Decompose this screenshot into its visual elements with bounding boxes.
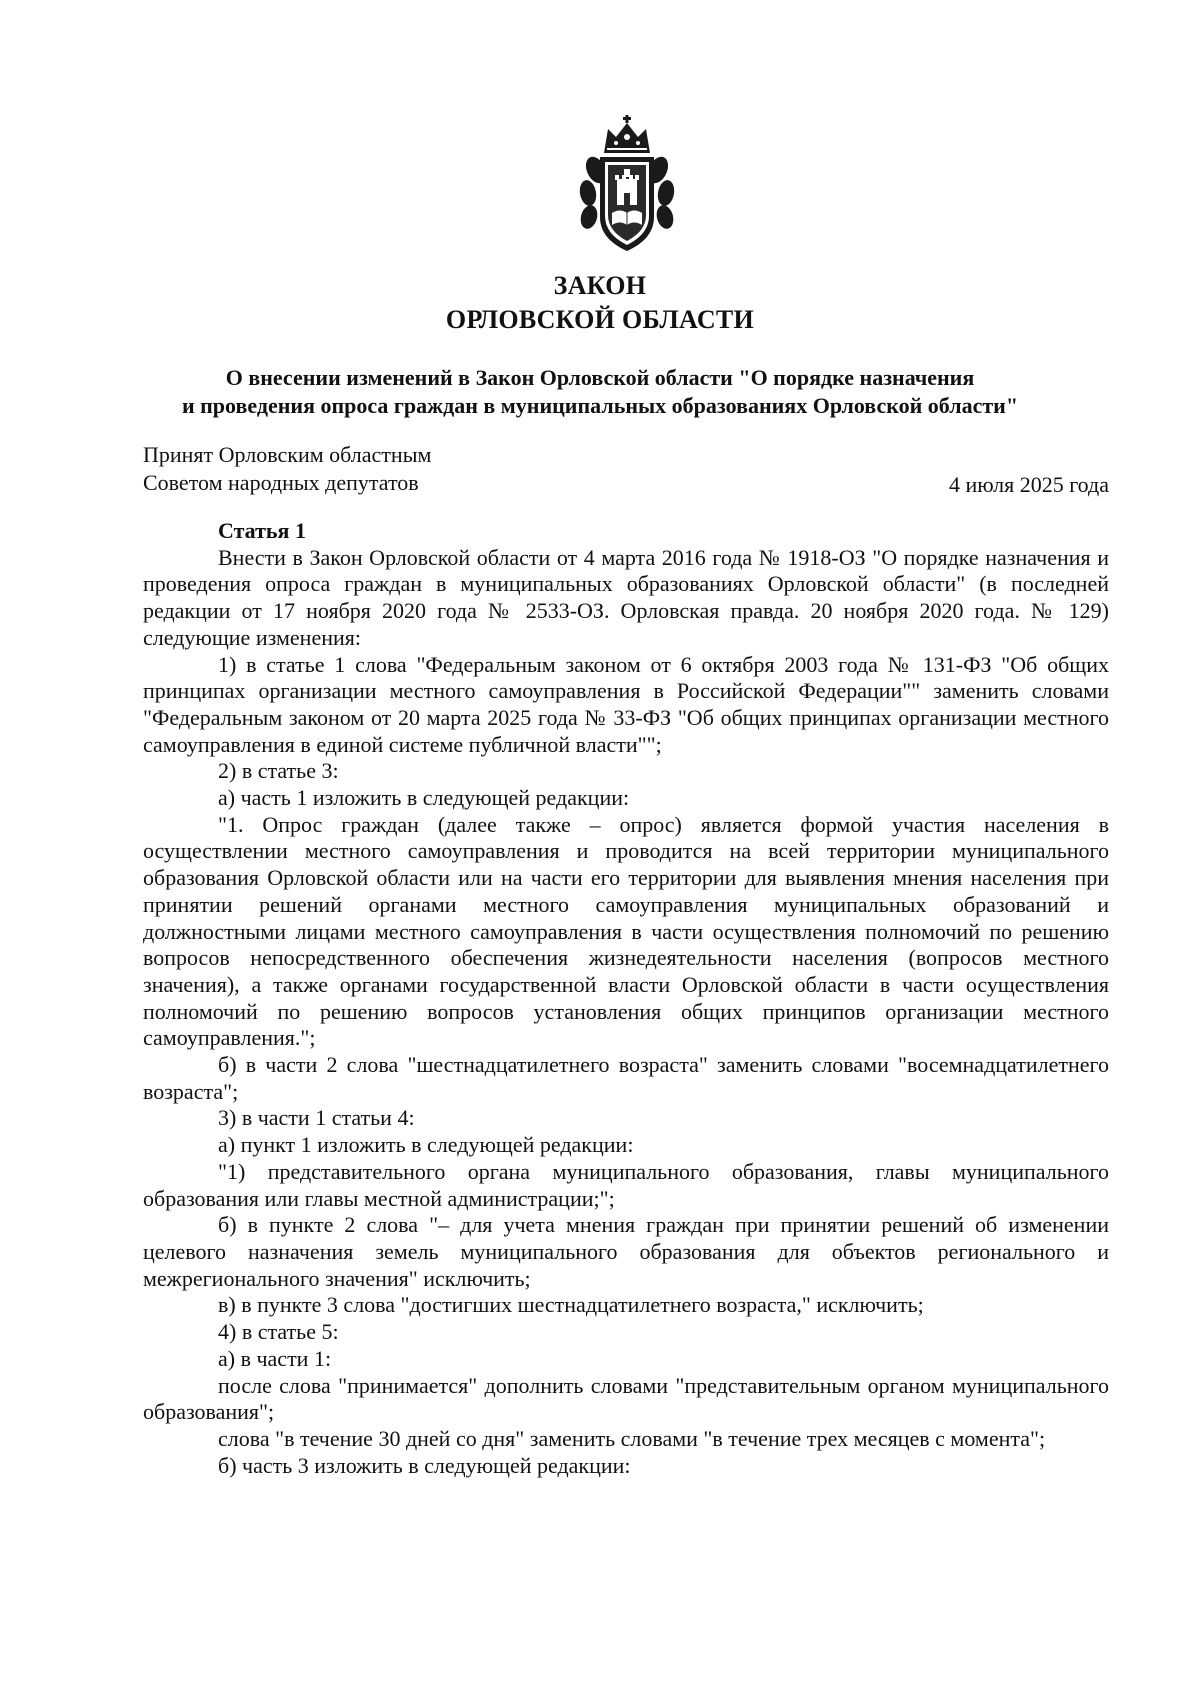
adoption-body-line-1: Принят Орловским областным [143, 442, 432, 467]
paragraph: 3) в части 1 статьи 4: [218, 1105, 415, 1131]
article-heading: Статья 1 [218, 518, 306, 543]
adoption-date: 4 июля 2025 года [948, 472, 1109, 497]
paragraph: а) пункт 1 изложить в следующей редакции: [218, 1132, 634, 1158]
paragraph: в) в пункте 3 слова "достигших шестнадцатилетнего возраста," исключить; [218, 1292, 924, 1318]
paragraph: б) в части 2 слова "шестнадцатилетнего возраста" заменить словами "восемнадцатилетнего возраста"; [143, 1052, 1109, 1104]
law-subtitle-line-2: и проведения опроса граждан в муниципальных образованиях Орловской области" [181, 393, 1019, 418]
law-subtitle-line-1: О внесении изменений в Закон Орловской области "О порядке назначения [225, 365, 975, 390]
paragraph: 1) в статье 1 слова "Федеральным законом от 6 октября 2003 года № 131-ФЗ "Об общих принципах организации местного самоуправления в Российской Федерации"" заменить словами "Федеральным законом от 20 марта 2025 года № 33-ФЗ "Об общих принципах организации местного самоуправления в единой системе публичной власти""; [143, 651, 1109, 757]
paragraph: б) часть 3 изложить в следующей редакции: [218, 1452, 631, 1478]
paragraph: б) в пункте 2 слова "– для учета мнения граждан при принятии решений об изменении целевого назначения земель муниципального образования для объектов регионального и межрегионального значения" исключить; [143, 1212, 1109, 1291]
paragraph: "1) представительного органа муниципального образования, главы муниципального образования или главы местной администрации;"; [143, 1158, 1109, 1211]
paragraph: Внести в Закон Орловской области от 4 марта 2016 года № 1918-ОЗ "О порядке назначения и проведения опроса граждан в муниципальных образованиях Орловской области" (в последней редакции от 17 ноября 2020 года № 2533-ОЗ. Орловская правда. 20 ноября 2020 года. № 129) следующие изменения: [143, 544, 1109, 650]
paragraph: а) в части 1: [218, 1345, 332, 1371]
paragraph: после слова "принимается" дополнить словами "представительным органом муниципального образования"; [143, 1372, 1109, 1425]
paragraph: 4) в статье 5: [218, 1319, 339, 1345]
article-body [143, 518, 1109, 1479]
document-title: ЗАКОН [553, 271, 647, 300]
coat-of-arms-emblem [574, 115, 680, 255]
paragraph: 2) в статье 3: [218, 758, 339, 784]
adoption-body-line-2: Советом народных депутатов [143, 470, 419, 495]
paragraph: слова "в течение 30 дней со дня" заменить словами "в течение трех месяцев с момента"; [218, 1425, 1046, 1451]
document-title-region: ОРЛОВСКОЙ ОБЛАСТИ [445, 305, 755, 334]
paragraph: "1. Опрос граждан (далее также – опрос) является формой участия населения в осуществлении местного самоуправления и проводится на всей территории муниципального образования Орловской области или на части его территории для выявления мнения населения при принятии решений органами местного самоуправления муниципальных образований и должностными лицами местного самоуправления в части осуществления полномочий по решению вопросов непосредственного обеспечения жизнедеятельности населения (вопросов местного значения), а также органами государственной власти Орловской области в части осуществления полномочий по решению вопросов установления общих принципов организации местного самоуправления."; [143, 811, 1109, 1051]
paragraph: а) часть 1 изложить в следующей редакции: [218, 785, 630, 811]
